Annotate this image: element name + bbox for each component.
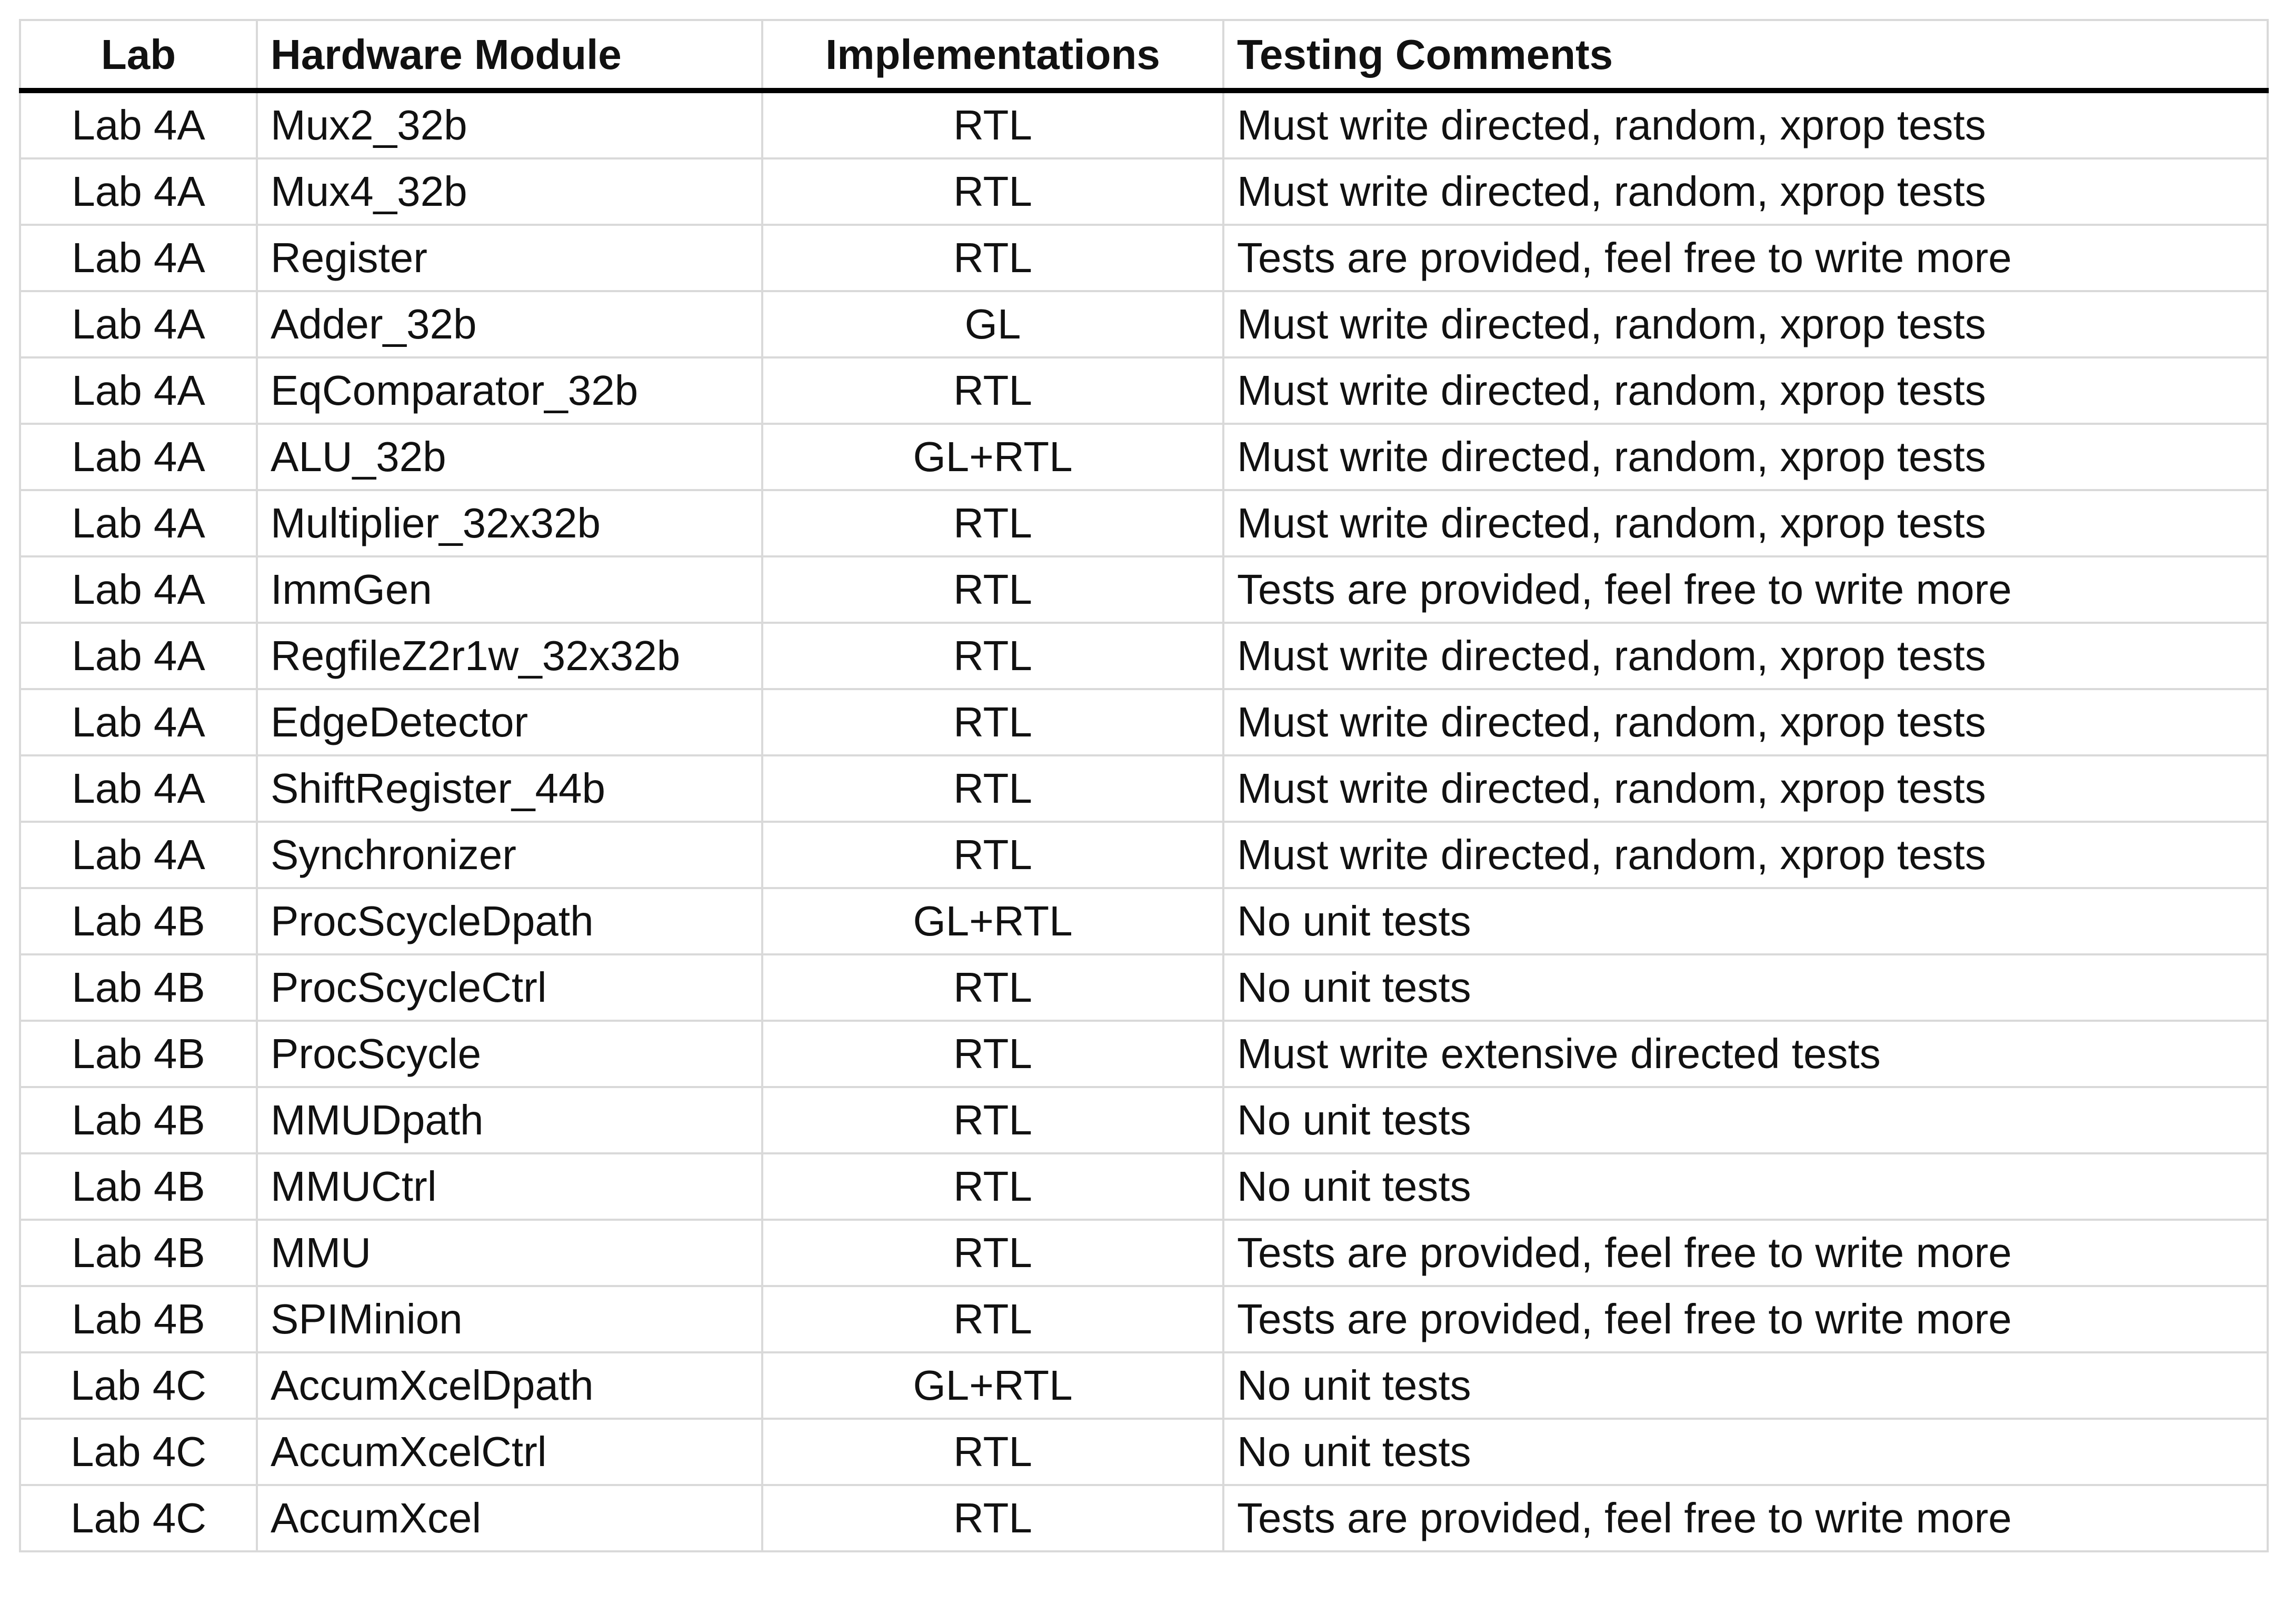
cell-hardware-module: Synchronizer [257,822,762,888]
cell-lab: Lab 4A [20,91,257,158]
cell-testing-comment: Tests are provided, feel free to write more [1223,225,2268,291]
cell-hardware-module: ProcScycle [257,1021,762,1087]
table-row [20,1021,2268,1087]
cell-lab: Lab 4B [20,954,257,1021]
cell-implementation: RTL [762,1286,1223,1352]
cell-lab: Lab 4B [20,1220,257,1286]
cell-lab: Lab 4A [20,689,257,755]
cell-testing-comment: Must write directed, random, xprop tests [1223,623,2268,689]
header-lab: Lab [20,20,257,91]
table-row [20,91,2268,158]
cell-implementation: GL+RTL [762,1352,1223,1419]
cell-lab: Lab 4A [20,490,257,556]
cell-lab: Lab 4C [20,1419,257,1485]
cell-lab: Lab 4A [20,623,257,689]
cell-implementation: GL+RTL [762,424,1223,490]
cell-testing-comment: Tests are provided, feel free to write more [1223,556,2268,623]
table-body [20,91,2268,1551]
cell-implementation: RTL [762,623,1223,689]
cell-testing-comment: No unit tests [1223,1087,2268,1153]
cell-implementation: RTL [762,1485,1223,1551]
cell-hardware-module: Adder_32b [257,291,762,357]
cell-testing-comment: No unit tests [1223,1153,2268,1220]
cell-lab: Lab 4B [20,1153,257,1220]
cell-implementation: RTL [762,954,1223,1021]
table-row [20,424,2268,490]
cell-implementation: RTL [762,357,1223,424]
table-row [20,490,2268,556]
cell-lab: Lab 4B [20,1286,257,1352]
cell-implementation: GL [762,291,1223,357]
cell-lab: Lab 4A [20,291,257,357]
cell-testing-comment: Must write directed, random, xprop tests [1223,490,2268,556]
cell-hardware-module: SPIMinion [257,1286,762,1352]
cell-lab: Lab 4B [20,1087,257,1153]
cell-implementation: RTL [762,158,1223,225]
cell-implementation: RTL [762,755,1223,822]
table-row [20,822,2268,888]
cell-implementation: RTL [762,225,1223,291]
cell-lab: Lab 4A [20,158,257,225]
cell-testing-comment: No unit tests [1223,954,2268,1021]
cell-testing-comment: Must write extensive directed tests [1223,1021,2268,1087]
table-row [20,755,2268,822]
cell-lab: Lab 4A [20,225,257,291]
cell-testing-comment: Tests are provided, feel free to write more [1223,1485,2268,1551]
table-row [20,556,2268,623]
cell-testing-comment: No unit tests [1223,888,2268,954]
table-row [20,623,2268,689]
table-row [20,1087,2268,1153]
table-row [20,689,2268,755]
cell-implementation: RTL [762,1087,1223,1153]
table-row [20,888,2268,954]
cell-testing-comment: Must write directed, random, xprop tests [1223,755,2268,822]
table-row [20,1153,2268,1220]
cell-hardware-module: ProcScycleCtrl [257,954,762,1021]
cell-lab: Lab 4C [20,1352,257,1419]
cell-hardware-module: Multiplier_32x32b [257,490,762,556]
cell-hardware-module: AccumXcelCtrl [257,1419,762,1485]
cell-testing-comment: Must write directed, random, xprop tests [1223,424,2268,490]
cell-testing-comment: Must write directed, random, xprop tests [1223,158,2268,225]
cell-lab: Lab 4B [20,888,257,954]
cell-testing-comment: Tests are provided, feel free to write more [1223,1220,2268,1286]
table-row [20,158,2268,225]
cell-hardware-module: AccumXcel [257,1485,762,1551]
header-hardware-module: Hardware Module [257,20,762,91]
table-row [20,1286,2268,1352]
cell-testing-comment: Must write directed, random, xprop tests [1223,91,2268,158]
cell-hardware-module: MMU [257,1220,762,1286]
cell-lab: Lab 4A [20,424,257,490]
cell-implementation: RTL [762,1419,1223,1485]
cell-testing-comment: No unit tests [1223,1419,2268,1485]
cell-lab: Lab 4A [20,755,257,822]
cell-testing-comment: No unit tests [1223,1352,2268,1419]
table-row [20,225,2268,291]
cell-lab: Lab 4B [20,1021,257,1087]
cell-lab: Lab 4C [20,1485,257,1551]
header-implementations: Implementations [762,20,1223,91]
cell-implementation: RTL [762,1153,1223,1220]
cell-hardware-module: EqComparator_32b [257,357,762,424]
cell-hardware-module: ShiftRegister_44b [257,755,762,822]
cell-testing-comment: Must write directed, random, xprop tests [1223,689,2268,755]
header-testing-comments: Testing Comments [1223,20,2268,91]
cell-hardware-module: Mux2_32b [257,91,762,158]
table-row [20,1419,2268,1485]
table-row [20,357,2268,424]
table-row [20,1352,2268,1419]
cell-implementation: RTL [762,689,1223,755]
cell-hardware-module: ALU_32b [257,424,762,490]
cell-testing-comment: Must write directed, random, xprop tests [1223,357,2268,424]
cell-testing-comment: Must write directed, random, xprop tests [1223,291,2268,357]
cell-implementation: GL+RTL [762,888,1223,954]
cell-hardware-module: EdgeDetector [257,689,762,755]
cell-lab: Lab 4A [20,822,257,888]
cell-hardware-module: RegfileZ2r1w_32x32b [257,623,762,689]
cell-lab: Lab 4A [20,556,257,623]
cell-testing-comment: Must write directed, random, xprop tests [1223,822,2268,888]
table-header [20,20,2268,91]
table-row [20,1220,2268,1286]
cell-lab: Lab 4A [20,357,257,424]
cell-implementation: RTL [762,822,1223,888]
table-row [20,291,2268,357]
table-row [20,954,2268,1021]
header-row [20,20,2268,91]
cell-hardware-module: AccumXcelDpath [257,1352,762,1419]
cell-hardware-module: Register [257,225,762,291]
cell-implementation: RTL [762,556,1223,623]
modules-table [19,19,2269,1552]
cell-testing-comment: Tests are provided, feel free to write more [1223,1286,2268,1352]
cell-hardware-module: MMUDpath [257,1087,762,1153]
cell-implementation: RTL [762,91,1223,158]
cell-implementation: RTL [762,490,1223,556]
table-row [20,1485,2268,1551]
cell-implementation: RTL [762,1220,1223,1286]
cell-hardware-module: MMUCtrl [257,1153,762,1220]
cell-hardware-module: Mux4_32b [257,158,762,225]
cell-hardware-module: ProcScycleDpath [257,888,762,954]
cell-hardware-module: ImmGen [257,556,762,623]
cell-implementation: RTL [762,1021,1223,1087]
